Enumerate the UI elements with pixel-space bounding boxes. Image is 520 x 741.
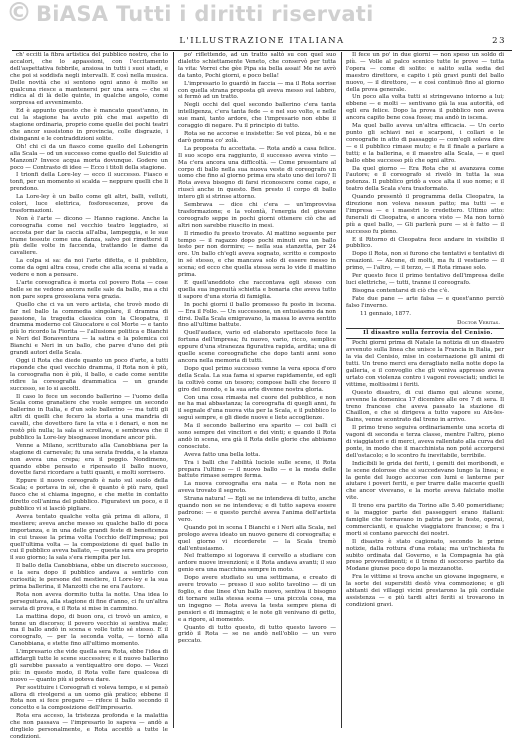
article-paragraph: L'impresario che vide quella sera Rota, ebbe l'idea di affidargli tutte le scene successive; e il nuovo ballerino gli sarebbe passato a ventiquattro ore dopo. — Vezzi più: in questo modo, il Rota volle fare qualcosa di nuovo — quanto più si poteva dare.	[10, 649, 168, 683]
watermark-text: BiASA Tutti i diritti riservati	[36, 2, 374, 26]
article-paragraph: La proposta fu accettata. — Rota andò a casa felice. Il suo scopo era raggiunto, il successo aveva vinto — Ma c'era ancora una difficoltà. — Come presentare al corpo di ballo nella sua nuova veste di coreografo un uomo che fino al giorno prima era stato uno dei loro? Il Rota aveva bisogno di farsi riconoscere come capo, e riuscì anche in questo. Ben presto il corpo di ballo intero gli si strinse attorno.	[178, 145, 336, 201]
article-paragraph: La nuova coreografia era nata — e Rota non ne aveva trovato il segreto.	[178, 481, 336, 495]
column-divider	[341, 52, 342, 728]
page-header	[12, 36, 512, 51]
article-paragraph: Ma quel ballo aveva un'altra efficacia. — Un certo punto gli schiavi nei e scarponi, i collari e le coreografie in atto di passaggio — com'egli soleva dire — e il pubblico rimase muto; e fu il finale a parlare a tutti; e la ballerina, e il maestro alla Scala, — e quel ballo ebbe successo più che ogni altro.	[346, 123, 504, 164]
article-paragraph: Sembrava — dice chi c'era — un'improvvisa trasformazione; e la volontà, l'energia del giovane coreografo seppe in pochi giorni ottenere ciò che ad altri non sarebbe riuscito in mesi.	[178, 202, 336, 229]
article-paragraph: Dopo il Rota, non si furono che tentativi e tentativi di creazioni. — Alcune, di molti, ma fu il vestiario — il primo, — l'altro, — il terzo, — il Rota rimase solo.	[346, 251, 504, 272]
article-paragraph: Venne a Milano, scritturato alla Canobbiana per la stagione di carnevale; fu una serata fredda, e la stanza non aveva una crepa; era il peggio. Nondimeno, quando ebbe pensato e ripensato il ballo nuovo, dovette farsi ricordare a tutti quanti, e molti sorrisero.	[10, 442, 168, 477]
article-paragraph: Quanto di tutto questo, di tutto questo lavoro — gridò il Rota — se ne andò nell'oblio — un vero peccato.	[178, 624, 336, 645]
column-right	[346, 52, 504, 728]
article-paragraph: Il primo treno seguiva ordinariamente una scorta di vagoni di seconda e terza classe, mentre l'altro, pieno di viaggiatori e di merci, aveva rallentato alla curva del ponte, in modo che il macchinista non poté accorgersi dell'ostacolo; e lo scontro fu inevitabile, terribile.	[346, 425, 504, 459]
article-paragraph: Il fece un po' in due giorni — non speso un soldo di più. — Volle al palco scenico tutte le prove — tutta l'opera — come di solito: e salito sulla sedia del maestro direttore, e capito i più gravi punti del ballo nuovo, — il direttore, — e così continuò fino al giorno della prova generale.	[346, 52, 504, 93]
column-divider	[173, 52, 174, 728]
article-paragraph: Il disastro è stato cagionato, secondo le prime notizie, dalla rottura d'una rotaia; ma un'inchiesta fu subito ordinata dal Governo, e la Compagnia ha già preso provvedimenti; e il treno di soccorso partito da Modane giunse poco dopo la mezzanotte.	[346, 538, 504, 573]
article-paragraph: Per questo fece il primo tentativo dell'impresa delle luci elettriche, — tutti, tranne il coreografo.	[346, 273, 504, 286]
article-paragraph: Per sostituire i Coreografi ci voleva tempo, e si pensò allora di rivolgersi a un uomo già pratico; ebbene il Rota non si fece pregare — rifece il ballo secondo il concetto e la composizione dell'impresario.	[10, 684, 168, 712]
article-paragraph: Dopo quel primo successo venne la vera epoca d'oro della Scala. La sua fama si sparse rapidamente, ed egli la coltivò come un tesoro; compose balli che fecero il giro del mondo, e la sua arte divenne nostra gloria.	[178, 365, 336, 393]
article-paragraph: Quando presentò il programma della Cleopatra, la direzione non voleva nessun patto; ma tutti — e l'impresa — e i maestri lo credettero. Ultimo atto: funerali di Cleopatra, e ancora visto — Ma non tornò più a quel ballo, — Gli parlerà pure — si è fatto — il successo fu pieno.	[346, 194, 504, 235]
column-left	[10, 52, 168, 740]
article-paragraph: Rota se ne accorse e insistette: Se vol pizza, bù e ne darò gomma co' zolà.	[178, 130, 336, 144]
column-middle	[178, 52, 336, 728]
article-paragraph: Fra le vittime si trova anche un giovane ingegnere, e la sorte dei superstiti destò viva commozione; e gli abitanti dei villaggi vicini prestarono la più cordiale assistenza — e più tardi altri feriti si trovarono in condizioni gravi.	[346, 574, 504, 608]
article-paragraph: po' riflettendo, ad un tratto saltò su con quel suo dialetto schiettamente Veneto, che conservò per tutta la vita: Vorrei che gèe Pipa sia bella assai! Me ne avrò da tanto, Pochi giorni, e poco bella!	[178, 52, 336, 79]
article-paragraph: Bisogna contentarsi di ciò che c'è.	[352, 287, 450, 294]
article-paragraph: Da quel giorno — Era Rota che si avanzava come l'autore; e il coreografo si rivelò in tutta la sua potenza. Il pubblico gridò a voce alta il suo nome; e il teatro della Scala s'era trasformato.	[346, 165, 504, 193]
article-paragraph: Il treno era partito da Torino alle 5.40 pomeridiane; e la maggior parte dei passeggeri erano italiani: famiglie che tornavano in patria per le feste, operai, commercianti, e qualche viaggiatore francese; e fra i morti si contano parecchi dei nostri.	[346, 503, 504, 537]
article-paragraph: Un poco alla volta tutti si stringevano intorno a lui; ebbene — e molti — sentivano già la sua autorità, ed egli era felice. Dopo la prova il pubblico non aveva ancora capito bene cosa fosse; ma andò in iscena.	[346, 94, 504, 122]
article-paragraph: Quello che ci va un vero artista, che trovò modo di far nel ballo la commedia singolare, il dramma di passione, la tragedia classica con la Cleopatra, il dramma moderno col Giuocatore e col Morte — e tanto più lo ricordo la Fiorita — l'allusione politica e Bianchi e Neri del Bonaventura — la satira e la polemica coi Bianchi e Neri in un ballo, che parve d'uno dei più grandi autori della Scala.	[10, 301, 168, 357]
article-paragraph: Quell'audace, vario ed elaborato spettacolo fece la fortuna dell'impresa; fu nuovo, vario, ricco, semplice eppure d'una stranezza figurativa rapida, ardita; una di quelle scene coreografiche che dopo tanti anni sono ancora nella memoria di tutti.	[178, 330, 336, 364]
article-columns	[10, 52, 506, 740]
article-paragraph: E quell'aneddoto che raccontava egli stesso con quella sua ingenuità schietta e bonaria che aveva tutto il sapore d'una storia di famiglia.	[178, 280, 336, 300]
article-paragraph: Dopo avere studiato su una settimana, e creato di avere trovato — presso il suo solito tavolino — di un foglio, e due linee d'un ballo nuovo, sentiva il bisogno di tornare sulla stessa scena — una piccola cosa, ma un ingegno — Rota aveva la testa sempre piena di pensieri e di immagini; e le note gli venivano di getto, e a rigore, al momento.	[178, 575, 336, 623]
article-paragraph: Il caso lo fece un secondo ballerino — l'uomo della Scala come granatiere che vuole sempre un secondo ballerino in Italia, e d'un solo ballerino — ma tutti gli altri di quelli che fecero la storia a una mandria di cavalli, che dovettero fare la vita e i denari, e non ne restò più nulla; la sala si scrollava, e sembrava che il pubblico la Lore-ley bisognasse inondare ancor più.	[10, 393, 168, 441]
article-paragraph: Aveva tentato qualche volta già prima di allora, il mestiere; aveva anche messo su qualche ballo di poca importanza, e in una delle grandi feste di beneficenza in cui trasse la prima volta l'occhio dell'impresa; poi quell'ultima volta — la composizione di quel ballo in cui il pubblico aveva ballato, — questa sera era proprio il suo giorno; la sala s'era riempita per lui.	[10, 513, 168, 562]
copyright-watermark	[0, 0, 520, 30]
article-paragraph: I trionfi della Lore-ley — ecco il successo. Fiasco e tonfi, per un momento si scalda — neppure quelli che li prendono.	[10, 172, 168, 193]
section-heading: Il disastro sulla ferrovia del Cenisio.	[346, 328, 504, 339]
publication-title: L'ILLUSTRAZIONE ITALIANA	[179, 36, 345, 46]
article-paragraph: Oh! chi ci da un fiasco come quello del Lohengrin alla Scala — od un successo come quello del Suicidio al Manzoni? Invece acqua morta dovunque. Godere un poco — Contrasto di idee — Ecco i titoli della stagione.	[10, 143, 168, 171]
article-paragraph: L'impresario lo guardò in faccia — ma il Rota sorrise con quella strana proposta gli aveva messo sul labbro, si fermò ad un tratto.	[178, 80, 336, 101]
article-paragraph: Ed è appunto questo che è mancato quest'anno, in cui la stagione ha avuto più che mai aspetto di stagione ordinaria, proprio come quelle dei pochi teatri che ancor sussistono in provincia, colle disgrazie, i disinganni e le contraddizioni solite.	[10, 108, 168, 142]
article-paragraph: Questo disastro, di cui diamo qui alcune scene, avvenne la domenica 17 dicembre alle ore 7 di sera. Il treno francese che aveva passato la stazione di Chaillon, e che si dirigeva a tutto vapore su Aix-les-Bains, venne scontrato dal treno in arrivo.	[346, 389, 504, 424]
article-paragraph: Negli occhi del quel secondo ballerino c'era tanta intelligenza, c'era tanta fede — e nel suo volto, e nelle sue mani, tanto ardore, che l'impresario non ebbe il coraggio di negare. Fu il principio di tutto.	[178, 102, 336, 130]
article-paragraph: Quando poi in scena I Bianchi e i Neri alla Scala, nel prologo aveva ideato un nuovo genere di coreografia; e quel giorno vi ricorderete — la Scala tremò dall'entusiasmo.	[178, 524, 336, 552]
article-paragraph: Fate due pane — arte falsa — e quest'anno perciò falso l'inverno.	[346, 295, 504, 309]
article-paragraph: La Lore-ley è un ballo come gli altri, balli, velluti, colori, luce elettrica, fosforescenze, prove da trasformazioni.	[10, 194, 168, 214]
article-paragraph: Strana natura! — Egli se ne intendeva di tutto, anche quando non se ne intendeva; e di tutto sapeva essere padrone: — e questo perché aveva l'anima dell'artista vero.	[178, 496, 336, 523]
article-paragraph: La colpa si sa: da noi l'arte difetta, e il pubblico, come da ogni altra cosa, crede che alla scena si vada a vedere e non a pensare.	[10, 258, 168, 279]
article-paragraph: Non è l'arte — dicono — Hanno ragione. Anche la coreografia come nel vecchio teatro leggiadro, si accosta per dar la caccia all'alba, lampeggia, e le sue trame tessute come una danza, salvo poi rimettersi il più delle volte in faccenda, trattando le dame da cavaliere.	[10, 215, 168, 257]
article-paragraph: Il rimedio fu presto trovato. Al mattino seguente per tempo — il ragazzo dopo pochi minuti era un ballo lesto per non dormire; — nella sua stanzetta, per 24 ore. Un ballo ch'egli aveva sognato, scritto e composto in sé stesso, e che mancava solo di essere messo in scena; ed ecco che quella stessa sera lo vide il mattino prima.	[178, 230, 336, 279]
article-paragraph: ch' ecciti la fibra artistica del pubblico nostro, che lo accalori, che lo appassioni, con l'eccitamento dell'aspettativa febbrile, ansiosa in tutti i suoi stadi, e che poi si soddisfa negli intervalli. E così nella musica. Delle novità che si sentono ogni anno è molto se qualcuna riesce a mantenersi per una sera — che si ridica al di là delle quinte, in qualche angolo, come sorpresa ed avvenimento.	[10, 52, 168, 107]
article-paragraph: Rota era acceso, la tristezza profonda e la malattia che non passava — l'impresario lo sapeva — andò a dirglielo personalmente, e Rota accettò a tutte le condizioni.	[10, 713, 168, 740]
article-paragraph: Ma il secondo ballerino era sparito — coi balli ci sono sempre dei vincitori e dei vinti; e quando il Rota andò in scena, era già il Rota delle glorie che abbiamo conosciute.	[178, 423, 336, 450]
article-paragraph: Indicibili le grida dei feriti, i gemiti dei moribondi, e le scene dolorose che si succedevano lungo la linea; e la gente del luogo accorse con lumi e lanterne per aiutare i poveri feriti, e per trarre dalle macerie quelli che ancor vivevano, e la morte aveva falciato molte vite.	[346, 460, 504, 502]
article-paragraph: Il ballo della Canobbiana, ebbe un discreto successo, e la sera dopo il pubblico andava a sentirlo con curiosità; le persone del mestiere, il Lore-ley e la sua prima ballerina, il Manzotti che ne era l'autore.	[10, 563, 168, 590]
author-signature: Doctor Veritas.	[457, 319, 500, 326]
article-paragraph: In pochi giorni il ballo promesso fu posto in iscena. — Era il Follo. — Un successone, un entusiasmo da non dirsi. Dalla Scala emigravano, la massa lo aveva sentito fino all'ultime battute.	[178, 301, 336, 329]
article-paragraph: Aveva fatto una bella lotta.	[184, 451, 261, 458]
copyright-symbol: ©	[6, 0, 33, 28]
article-paragraph: Con una cosa rimasta nel cuore del pubblico, e non ne ha mai abbastanza; la coreografia di quegli anni, fu il segnale d'una nuova vita per la Scala, e il pubblico lo seguì sempre, e gli diede nuove e liete accoglienze.	[178, 394, 336, 422]
article-paragraph: La mattina dopo, di buon ora, ci trovò un amico, e tenne un discorso; il povero vecchio si sentiva male; ma il ballo andò in scena e volle tutto sé stesso. E il coreografo, — per la seconda volta, — tornò alla Canobbiana, e stette fino all'ultimo momento.	[10, 613, 168, 648]
article-paragraph: L'arte coreografica è morta col povero Rota — cose belle se ne vedono ancora nelle sale da ballo, ma a chi non pare sopra grossolana vera grazia.	[10, 280, 168, 300]
article-paragraph: E il Ritorno di Cleopatra fece andare in visibilio il pubblico.	[346, 236, 504, 250]
article-paragraph: Pochi giorni prima di Natale la notizia di un disastro avvenuto sulla linea che unisce la Francia in Italia, per la via del Cenisio, mise in costernazione gli animi di tutti. Un treno merci era deragliato nella notte dopo la galleria, e il convoglio che gli veniva appresso aveva urtato con violenza contro i vagoni rovesciati; undici le vittime, moltissimi i feriti.	[346, 340, 504, 388]
article-paragraph: Oggi il Rota che diede quanto un poco d'arte, a tutti risponde che quel vecchio dramma, il Rota non è più, la coreografia non è più, il ballo, e cade come sentite ridire la coreografia drammatica — un grande successo, se lo si ascolti.	[10, 357, 168, 392]
article-paragraph: Eppure il nuovo coreografo è nato sul suolo della Scala; e portava in sé, che è quanto è più raro, quel fuoco che si chiama ingegno, e che mette in contatto diretto coll'anima del pubblico. Figuratevi un poco, e il pubblico vi si lasciò pigliare.	[10, 478, 168, 512]
article-paragraph: Rota non aveva dormito tutta la notte. Una idea lo perseguitava, alla stagione di fine d'anno, ci fu un'altra serata di prova, e il Rota si mise in cammino.	[10, 591, 168, 612]
article-date: 11 gennaio, 1877.	[360, 310, 412, 317]
page-number: 23	[492, 36, 506, 46]
article-paragraph: Tra i balli che l'abilità luciole sulle scene, il Rota prepara l'ultimo — il nuovo ballo — e la moda delle battute rimase sempre ferma.	[178, 459, 336, 480]
article-paragraph: Nel frattempo si logorava il cervello a studiare con ardore nuove invenzioni; e il Rota andava avanti; il suo genio era una macchina sempre in moto.	[178, 553, 336, 574]
